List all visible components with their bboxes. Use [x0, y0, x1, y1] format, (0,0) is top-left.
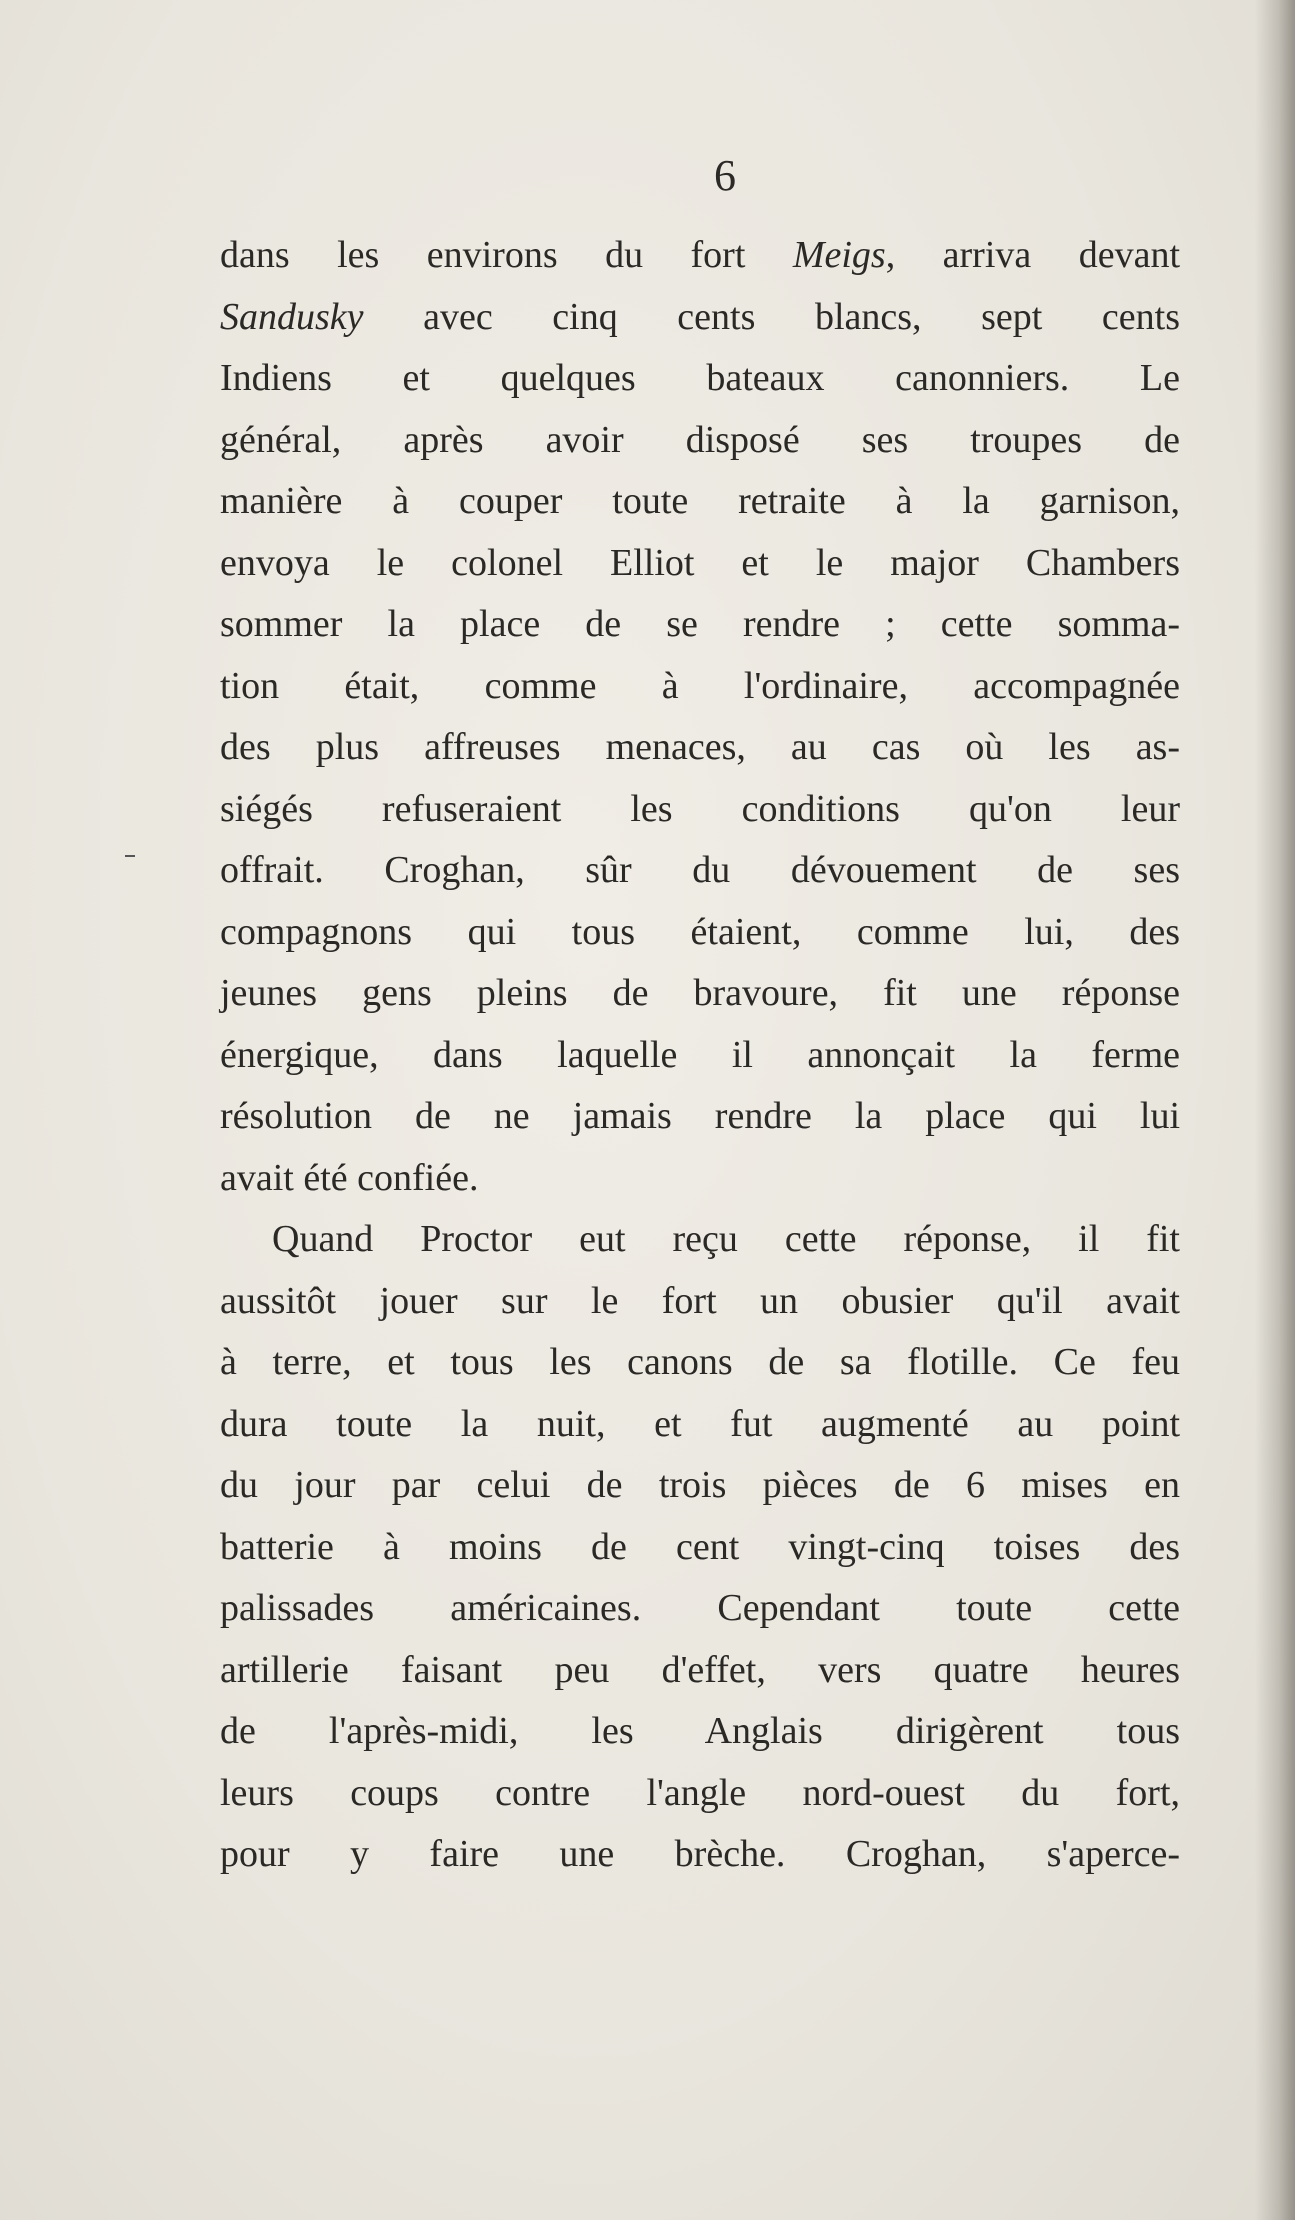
paragraph-1 — [220, 225, 1180, 1209]
text-line: du jour par celui de trois pièces de 6 mises en — [220, 1464, 1180, 1506]
text-line: pour y faire une brèche. Croghan, s'aperce- — [220, 1833, 1180, 1875]
page-number: 6 — [714, 151, 736, 200]
text-line: de l'après-midi, les Anglais dirigèrent tous — [220, 1710, 1180, 1752]
text-line: dans les environs du fort Meigs, arriva devant — [220, 234, 1181, 276]
text-line: leurs coups contre l'angle nord-ouest du fort, — [220, 1771, 1180, 1814]
text-line: batterie à moins de cent vingt-cinq toises des — [220, 1525, 1180, 1568]
text-line: Indiens et quelques bateaux canonniers. Le — [220, 357, 1180, 399]
text-line: à terre, et tous les canons de sa flotille. Ce feu — [220, 1341, 1180, 1383]
text-line: offrait. Croghan, sûr du dévouement de ses — [220, 849, 1180, 891]
margin-mark — [125, 855, 135, 857]
text-line: résolution de ne jamais rendre la place qui lui — [220, 1095, 1180, 1137]
text-line: siégés refuseraient les conditions qu'on leur — [220, 787, 1180, 830]
text-line: manière à couper toute retraite à la garnison, — [220, 480, 1180, 522]
text-line: des plus affreuses menaces, au cas où les as- — [220, 726, 1180, 768]
text-line: Sandusky avec cinq cents blancs, sept cents — [220, 295, 1180, 338]
text-line: envoya le colonel Elliot et le major Chambers — [220, 541, 1180, 584]
page-edge-shadow — [1255, 0, 1295, 2220]
text-line: énergique, dans laquelle il annonçait la ferme — [220, 1033, 1180, 1076]
text-line: général, après avoir disposé ses troupes de — [220, 418, 1180, 461]
text-line: dura toute la nuit, et fut augmenté au point — [220, 1402, 1180, 1445]
text-line: Quand Proctor eut reçu cette réponse, il fit — [272, 1218, 1180, 1260]
paragraph-2 — [220, 1209, 1180, 1886]
body-text — [220, 225, 1180, 1886]
text-line: tion était, comme à l'ordinaire, accompagnée — [220, 664, 1180, 707]
text-line: jeunes gens pleins de bravoure, fit une réponse — [220, 972, 1180, 1014]
text-line: palissades américaines. Cependant toute cette — [220, 1587, 1180, 1629]
text-line: avait été confiée. — [220, 1156, 479, 1199]
text-line: compagnons qui tous étaient, comme lui, des — [220, 910, 1180, 953]
text-line: sommer la place de se rendre ; cette somma- — [220, 603, 1180, 645]
text-line: aussitôt jouer sur le fort un obusier qu'il avait — [220, 1279, 1180, 1322]
text-line: artillerie faisant peu d'effet, vers quatre heures — [220, 1648, 1180, 1691]
